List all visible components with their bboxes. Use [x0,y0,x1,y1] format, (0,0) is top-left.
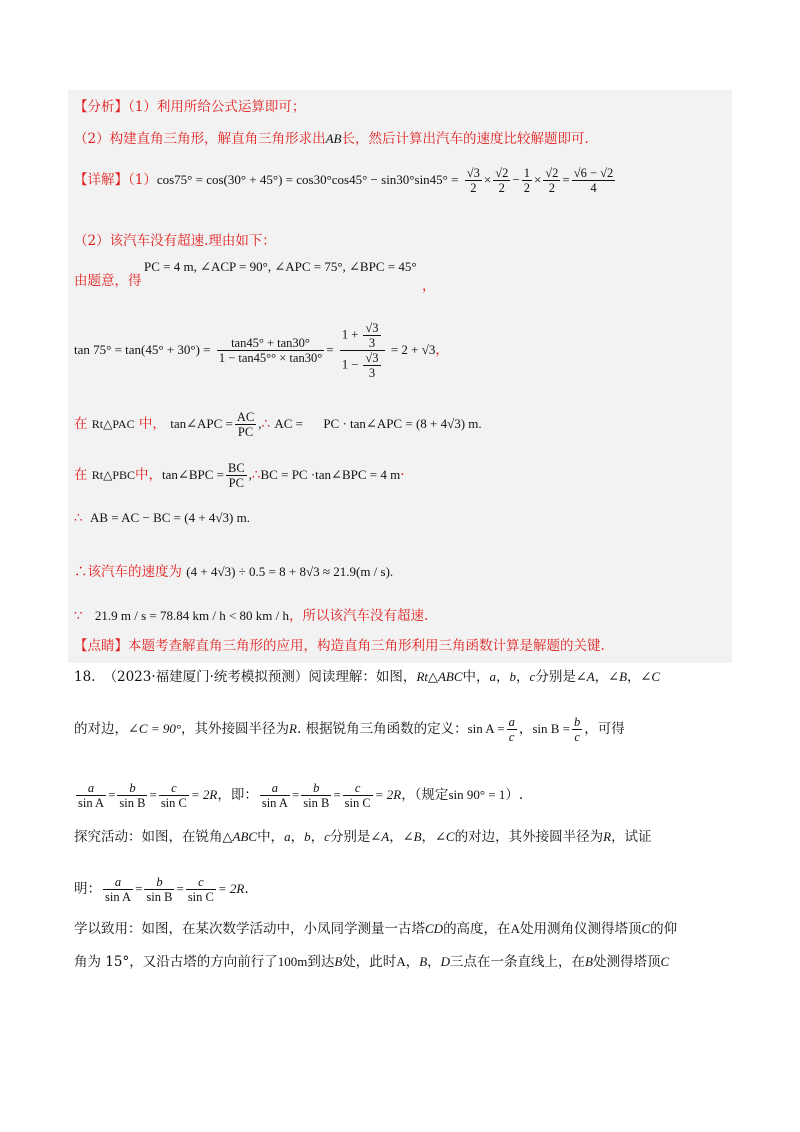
frac-den: sin A [261,796,288,810]
frac-num: a [508,715,515,729]
conversion-line [74,607,428,625]
a-over-c [507,715,517,744]
var-b: b [304,829,311,844]
dot: . [244,881,249,897]
in-label: 在 [74,416,88,432]
therefore-symbol: ∴ [74,510,83,526]
compound-den [340,351,385,380]
because-symbol: ∵ [74,608,83,624]
angle-c-90: ∠C = 90° [128,721,182,736]
var-r: R [289,721,297,736]
apply-c: 处用测角仪测得塔顶 [519,921,642,937]
explore-d: 的对边，其外接圆半径为 [454,829,604,845]
frac-num: tan45° + tan30° [217,336,324,351]
conversion-tail: ，所以该汽车没有超速. [289,608,429,624]
a-over-sina-3 [103,875,133,904]
explore-e: ，试证 [611,829,652,845]
frac-den: sin C [160,796,187,810]
detail-tag: 【详解】 [74,172,128,188]
rt-pac: Rt△PAC [91,417,135,431]
frac-num: c [159,781,189,796]
frac-den: 4 [590,181,597,195]
c-over-sinc [159,781,189,810]
pac-line: 在 Rt△PAC 中， tan∠APC = $\frac{AC}{PC}$ ,∴ AC = PC · tan∠APC = (8 + 4√3) m. [74,410,482,439]
sin-a-def: sin A = [467,721,505,736]
in-label: 在 [74,467,88,483]
point-text: 本题考查解直角三角形的应用，构造直角三角形利用三角函数计算是解题的关键. [128,638,605,654]
prove-label: 明： [74,881,101,897]
given-equation: PC = 4 m, ∠ACP = 90°, ∠APC = 75°, ∠BPC = 45° [144,259,417,274]
given-comma: ， [422,278,436,294]
explore-a: 探究活动：如图，在锐角 [74,829,223,845]
frac-num: c [186,875,216,890]
var-c: c [324,829,330,844]
frac-num: √6 − √2 [573,166,614,180]
ab-equation: AB = AC − BC = (4 + 4√3) m. [90,510,250,525]
var-a: a [284,829,291,844]
p2-c: . 根据锐角三角函数的定义： [297,721,468,737]
therefore-symbol: ∴ [251,467,261,483]
frac-den: sin B [303,796,330,810]
triangle-abc: △ABC [222,829,258,844]
rule-b: ）. [505,787,524,803]
frac-den: PC [228,476,244,490]
frac-num: b [144,875,174,890]
sqrt3-over-3-a [363,321,380,350]
sep: ， [310,829,325,845]
eq-2r: = 2R [217,881,245,896]
analysis-line-2 [74,130,589,148]
frac-den: 2 [548,181,555,195]
point-b: B [585,954,593,969]
frac-num: b [117,781,147,796]
c-over-sinc-3 [186,875,216,904]
problem-line-5: 明： $\frac{a}{\text{sin A}}$ = $\frac{b}{\text{sin B}}$ = $\frac{c}{\text{sin C}}$ = 2R. [74,875,249,904]
apply-g: 处，此时 [342,954,397,970]
frac-sqrt3-over-2 [465,166,482,195]
sep: ， [290,829,305,845]
ac-over-pc [235,410,256,439]
sep: ， [421,829,436,845]
analysis-text-2a: （2）构建直角三角形，解直角三角形求出 [74,131,326,147]
detail-line-1: 【详解】（1）cos75° = cos(30° + 45°) = cos30°cos45° − sin30°sin45° = $\frac{√3}{2}$ × $\frac{√2}{2}$ − $\frac{1}{2}$ × $\frac{√2}{2}$ = $\frac{√6 - √2}{4}$ [74,166,614,195]
therefore-symbol: ∴ [261,416,271,432]
frac-1-over-2 [522,166,532,195]
frac-sqrt2-over-2-a [493,166,510,195]
problem-line-3: $\frac{a}{\text{sin A}}$ = $\frac{b}{\text{sin B}}$ = $\frac{c}{\text{sin C}}$ = 2R，即： $\frac{a}{\text{sin A}}$ = $\frac{b}{\text{sin B}}$ = $\frac{c}{\text{sin C}}$ = 2R，（规定sin 90° = 1）. [78,781,524,810]
point-tag: 【点睛】 [74,638,128,654]
c-den-a: 1 − [341,357,359,372]
angle-a: ∠A [575,669,595,684]
eq-2r: = 2R [374,787,402,802]
speed-equation: (4 + 4√3) ÷ 0.5 = 8 + 8√3 ≈ 21.9(m / s). [186,564,394,579]
speed-line [74,563,393,581]
angle-b: ∠B [402,829,422,844]
distance: 100m [277,954,308,969]
sqrt3-over-3-b [363,351,380,380]
apply-h: 三点在一条直线上，在 [450,954,586,970]
zhong-label: 中， [138,416,166,432]
sep: ， [518,721,533,737]
bc-over-pc [226,461,247,490]
frac-den: sin B [119,796,146,810]
frac-num: AC [236,410,255,424]
point-c: C [641,921,651,936]
apply-b: 的高度，在 [443,921,511,937]
tan-apc: tan∠APC = [170,416,233,431]
b-over-sinb-2 [301,781,331,810]
frac-den: 3 [368,336,376,350]
frac-den: c [508,730,515,744]
b-over-sinb-3 [144,875,174,904]
apply-e: 角为 15°，又沿古塔的方向前行了 [74,954,278,970]
ac-eq: AC = [274,416,304,431]
frac-num: b [574,715,581,729]
frac-den: 2 [523,181,530,195]
zhong-label: 中， [135,467,163,483]
cos75-equation: cos75° = cos(30° + 45°) = cos30°cos45° − sin30°sin45° = [156,172,459,187]
frac-den: 2 [470,181,477,195]
frac-num: √3 [365,351,379,365]
var-cd: CD [425,921,444,936]
problem-source: （2023·福建厦门·统考模拟预测）阅读理解：如图， [103,669,417,685]
angle-c: ∠C [435,829,455,844]
angle-b: ∠B [608,669,628,684]
analysis-text-2b: 长，然后计算出汽车的速度比较解题即可. [341,131,589,147]
var-b: b [509,669,517,684]
tan-sum-fraction [217,336,324,365]
frac-final [572,166,616,195]
frac-num: a [103,875,133,890]
frac-num: a [260,781,290,796]
problem-line-6 [74,920,677,938]
analysis-var-ab: AB [325,131,342,146]
point-line [74,637,605,655]
frac-num: √3 [466,166,480,180]
frac-num: 1 [523,166,530,180]
p1-a: 中， [462,669,490,685]
problem-line-7 [74,953,669,971]
frac-num: a [76,781,106,796]
frac-den: sin A [78,796,105,810]
frac-num: √2 [545,166,559,180]
apply-i: 处测得塔顶 [593,954,661,970]
frac-den: sin A [105,890,132,904]
angle-a: ∠A [370,829,390,844]
var-r: R [603,829,612,844]
detail-1-label: （1） [128,172,157,188]
analysis-tag: 【分析】 [74,99,128,115]
frac-den: sin B [146,890,173,904]
a-over-sina-2 [260,781,290,810]
p2-b: ，其外接圆半径为 [181,721,290,737]
frac-den: sin C [344,796,371,810]
ji: ，即： [217,787,258,803]
b-over-sinb [117,781,147,810]
tan75-result: = 2 + √3 [390,342,436,357]
eq-2r: = 2R [190,787,218,802]
b-over-c [572,715,582,744]
c-num-a: 1 + [341,327,359,342]
rt-pbc: Rt△PBC [91,468,136,482]
point-a: A [396,954,406,969]
given-label: 由题意，得 [74,273,142,289]
frac-num: √3 [365,321,379,335]
var-c: c [529,669,536,684]
explore-c: 分别是 [329,829,371,845]
problem-line-4 [74,828,652,846]
sep: ， [496,669,510,685]
rule-a: ，（规定 [401,787,449,803]
problem-number: 18. [74,669,96,685]
tan-compound-fraction [340,321,385,380]
speed-label: ∴该汽车的速度为 [74,564,182,580]
ac-rhs: PC · tan∠APC = (8 + 4√3) m. [323,416,482,431]
a-over-sina [76,781,106,810]
sin-b-def: sin B = [532,721,570,736]
frac-num: √2 [495,166,509,180]
detail-line-2: （2）该汽车没有超速.理由如下： [74,233,276,249]
frac-den: 3 [368,366,376,380]
tan75-lhs: tan 75° = tan(45° + 30°) = [74,342,211,357]
analysis-line-1 [74,98,305,116]
problem-line-2 [74,712,625,746]
point-a: A [510,921,520,936]
explore-b: 中， [257,829,285,845]
p1-b: 分别是 [535,669,576,685]
frac-den: sin C [187,890,214,904]
bc-dot: · [400,467,405,483]
apply-f: 到达 [307,954,335,970]
apply-d: 的仰 [650,921,678,937]
frac-den: 2 [498,181,505,195]
sep: ， [594,669,609,685]
tan-bpc: tan∠BPC = [162,467,224,482]
ab-line [74,509,83,527]
point-c: C [660,954,670,969]
sep: ， [627,669,641,685]
frac-num: b [301,781,331,796]
p2-d: ，可得 [584,721,625,737]
frac-den: 1 − tan45°° × tan30° [218,351,323,365]
pbc-line: 在 Rt△PBC中，tan∠BPC = $\frac{BC}{PC}$ ,∴BC = PC ·tan∠BPC = 4 m· [74,461,405,490]
point-b: B [334,954,343,969]
sep: ， [427,954,441,970]
p2-a: 的对边， [74,721,128,737]
sep: ， [405,954,420,970]
sep: ， [389,829,403,845]
rt-abc: Rt△ABC [416,669,463,684]
frac-num: BC [227,461,245,475]
frac-sqrt2-over-2-b [543,166,560,195]
point-d: D [440,954,451,969]
conversion-equation: 21.9 m / s = 78.84 km / h < 80 km / h [94,608,290,623]
frac-den: PC [237,425,254,439]
tan75-line: tan 75° = tan(45° + 30°) = $\frac{\tan 45^\circ + \tan 30^\circ}{1 - \tan 45^\circ^\circ \times \tan 30^\circ}$ = 1 + $\frac{√3}{3}$ 1 − $\frac{√3}{3}$ = 2 + √3， [74,321,449,380]
problem-line-1 [74,668,660,686]
apply-a: 学以致用：如图，在某次数学活动中，小凤同学测量一古塔 [74,921,425,937]
sep: ， [516,669,530,685]
var-a: a [489,669,497,684]
sin90-rule: sin 90° = 1 [448,787,506,802]
frac-den: c [574,730,580,744]
bc-rhs: BC = PC ·tan∠BPC = 4 m [260,467,401,482]
c-over-sinc-2 [343,781,373,810]
angle-c: ∠C [640,669,661,684]
compound-num [340,321,385,351]
frac-num: c [343,781,373,796]
point-b: B [419,954,428,969]
analysis-text-1: （1）利用所给公式运算即可； [128,99,306,115]
